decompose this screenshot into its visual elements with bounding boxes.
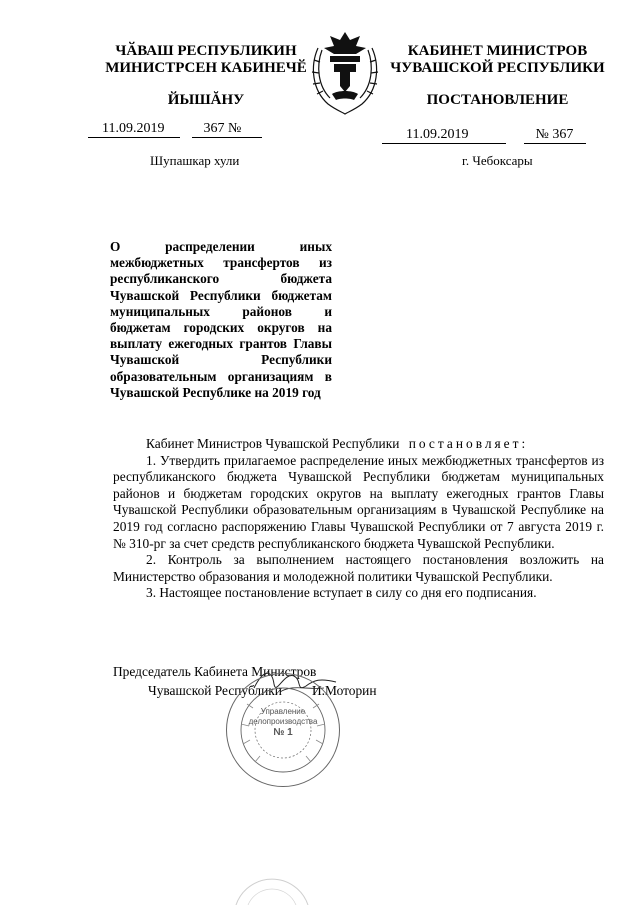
signature-name: И.Моторин bbox=[312, 683, 377, 698]
header-left-org bbox=[100, 43, 312, 77]
signature-title-line1: Председатель Кабинета Министров bbox=[113, 664, 317, 679]
header-right-place: г. Чебоксары bbox=[462, 153, 533, 168]
signature-title-line2: Чувашской Республики bbox=[148, 683, 282, 698]
header-right-doc-type: ПОСТАНОВЛЕНИЕ bbox=[426, 92, 569, 108]
header-left-place: Шупашкар хули bbox=[150, 153, 240, 168]
paragraph-1: 1. Утвердить прилагаемое распределение иных межбюджетных трансфертов из республиканского бюджета Чувашской Республики бюджетам муниципальных районов и бюджетам городских округов на выплату ежегодных грантов Главы Чувашской Республики образовательным организациям в Чувашской Республике на 2019 год согласно распоряжению Главы Чувашской Республики от 7 августа 2019 г. № 310-рг за счет средств республиканского бюджета Чувашской Республики. bbox=[113, 452, 604, 551]
office-stamp bbox=[226, 673, 340, 787]
header-right-line2: ЧУВАШСКОЙ РЕСПУБЛИКИ bbox=[390, 60, 605, 76]
paragraph-3: 3. Настоящее постановление вступает в силу со дня его подписания. bbox=[146, 585, 537, 601]
stamp-number: № 1 bbox=[273, 727, 293, 738]
paragraph-2: 2. Контроль за выполнением настоящего постановления возложить на Министерство образования и молодежной политики Чувашской Республики. bbox=[113, 552, 604, 584]
preamble bbox=[113, 436, 604, 453]
document-title: О распределении иных межбюджетных трансфертов из республиканского бюджета Чувашской Республики бюджетам муниципальных районов и бюджетам городских округов на выплату ежегодных грантов Главы Чувашской Республики образовательным организациям в Чувашской Республике на 2019 год bbox=[110, 239, 332, 400]
decree-word: постановляет: bbox=[408, 436, 529, 451]
preamble-text: Кабинет Министров Чувашской Республики bbox=[146, 436, 400, 451]
header-left-date: 11.09.2019 bbox=[88, 121, 180, 138]
header-right-org bbox=[390, 43, 605, 77]
chuvash-coat-of-arms-icon bbox=[304, 20, 386, 116]
faint-stamp-impression bbox=[232, 852, 312, 905]
header-left-date-row bbox=[88, 121, 288, 138]
header-left-number: 367 № bbox=[192, 121, 262, 138]
header-left-line1: ЧӐВАШ РЕСПУБЛИКИН bbox=[115, 43, 297, 59]
stamp-inner-line2: делопроизводства bbox=[248, 717, 318, 726]
header-left-line2: МИНИСТРСЕН КАБИНЕЧӖ bbox=[105, 60, 307, 76]
header-right-number: № 367 bbox=[524, 127, 586, 144]
stamp-inner-line1: Управление bbox=[260, 707, 306, 716]
header-left-doc-type: ЙЫШĂНУ bbox=[167, 92, 245, 108]
header-right-line1: КАБИНЕТ МИНИСТРОВ bbox=[407, 43, 588, 59]
header-right-date-row bbox=[382, 127, 612, 144]
header-right-date: 11.09.2019 bbox=[382, 127, 506, 144]
document-body bbox=[113, 436, 604, 602]
